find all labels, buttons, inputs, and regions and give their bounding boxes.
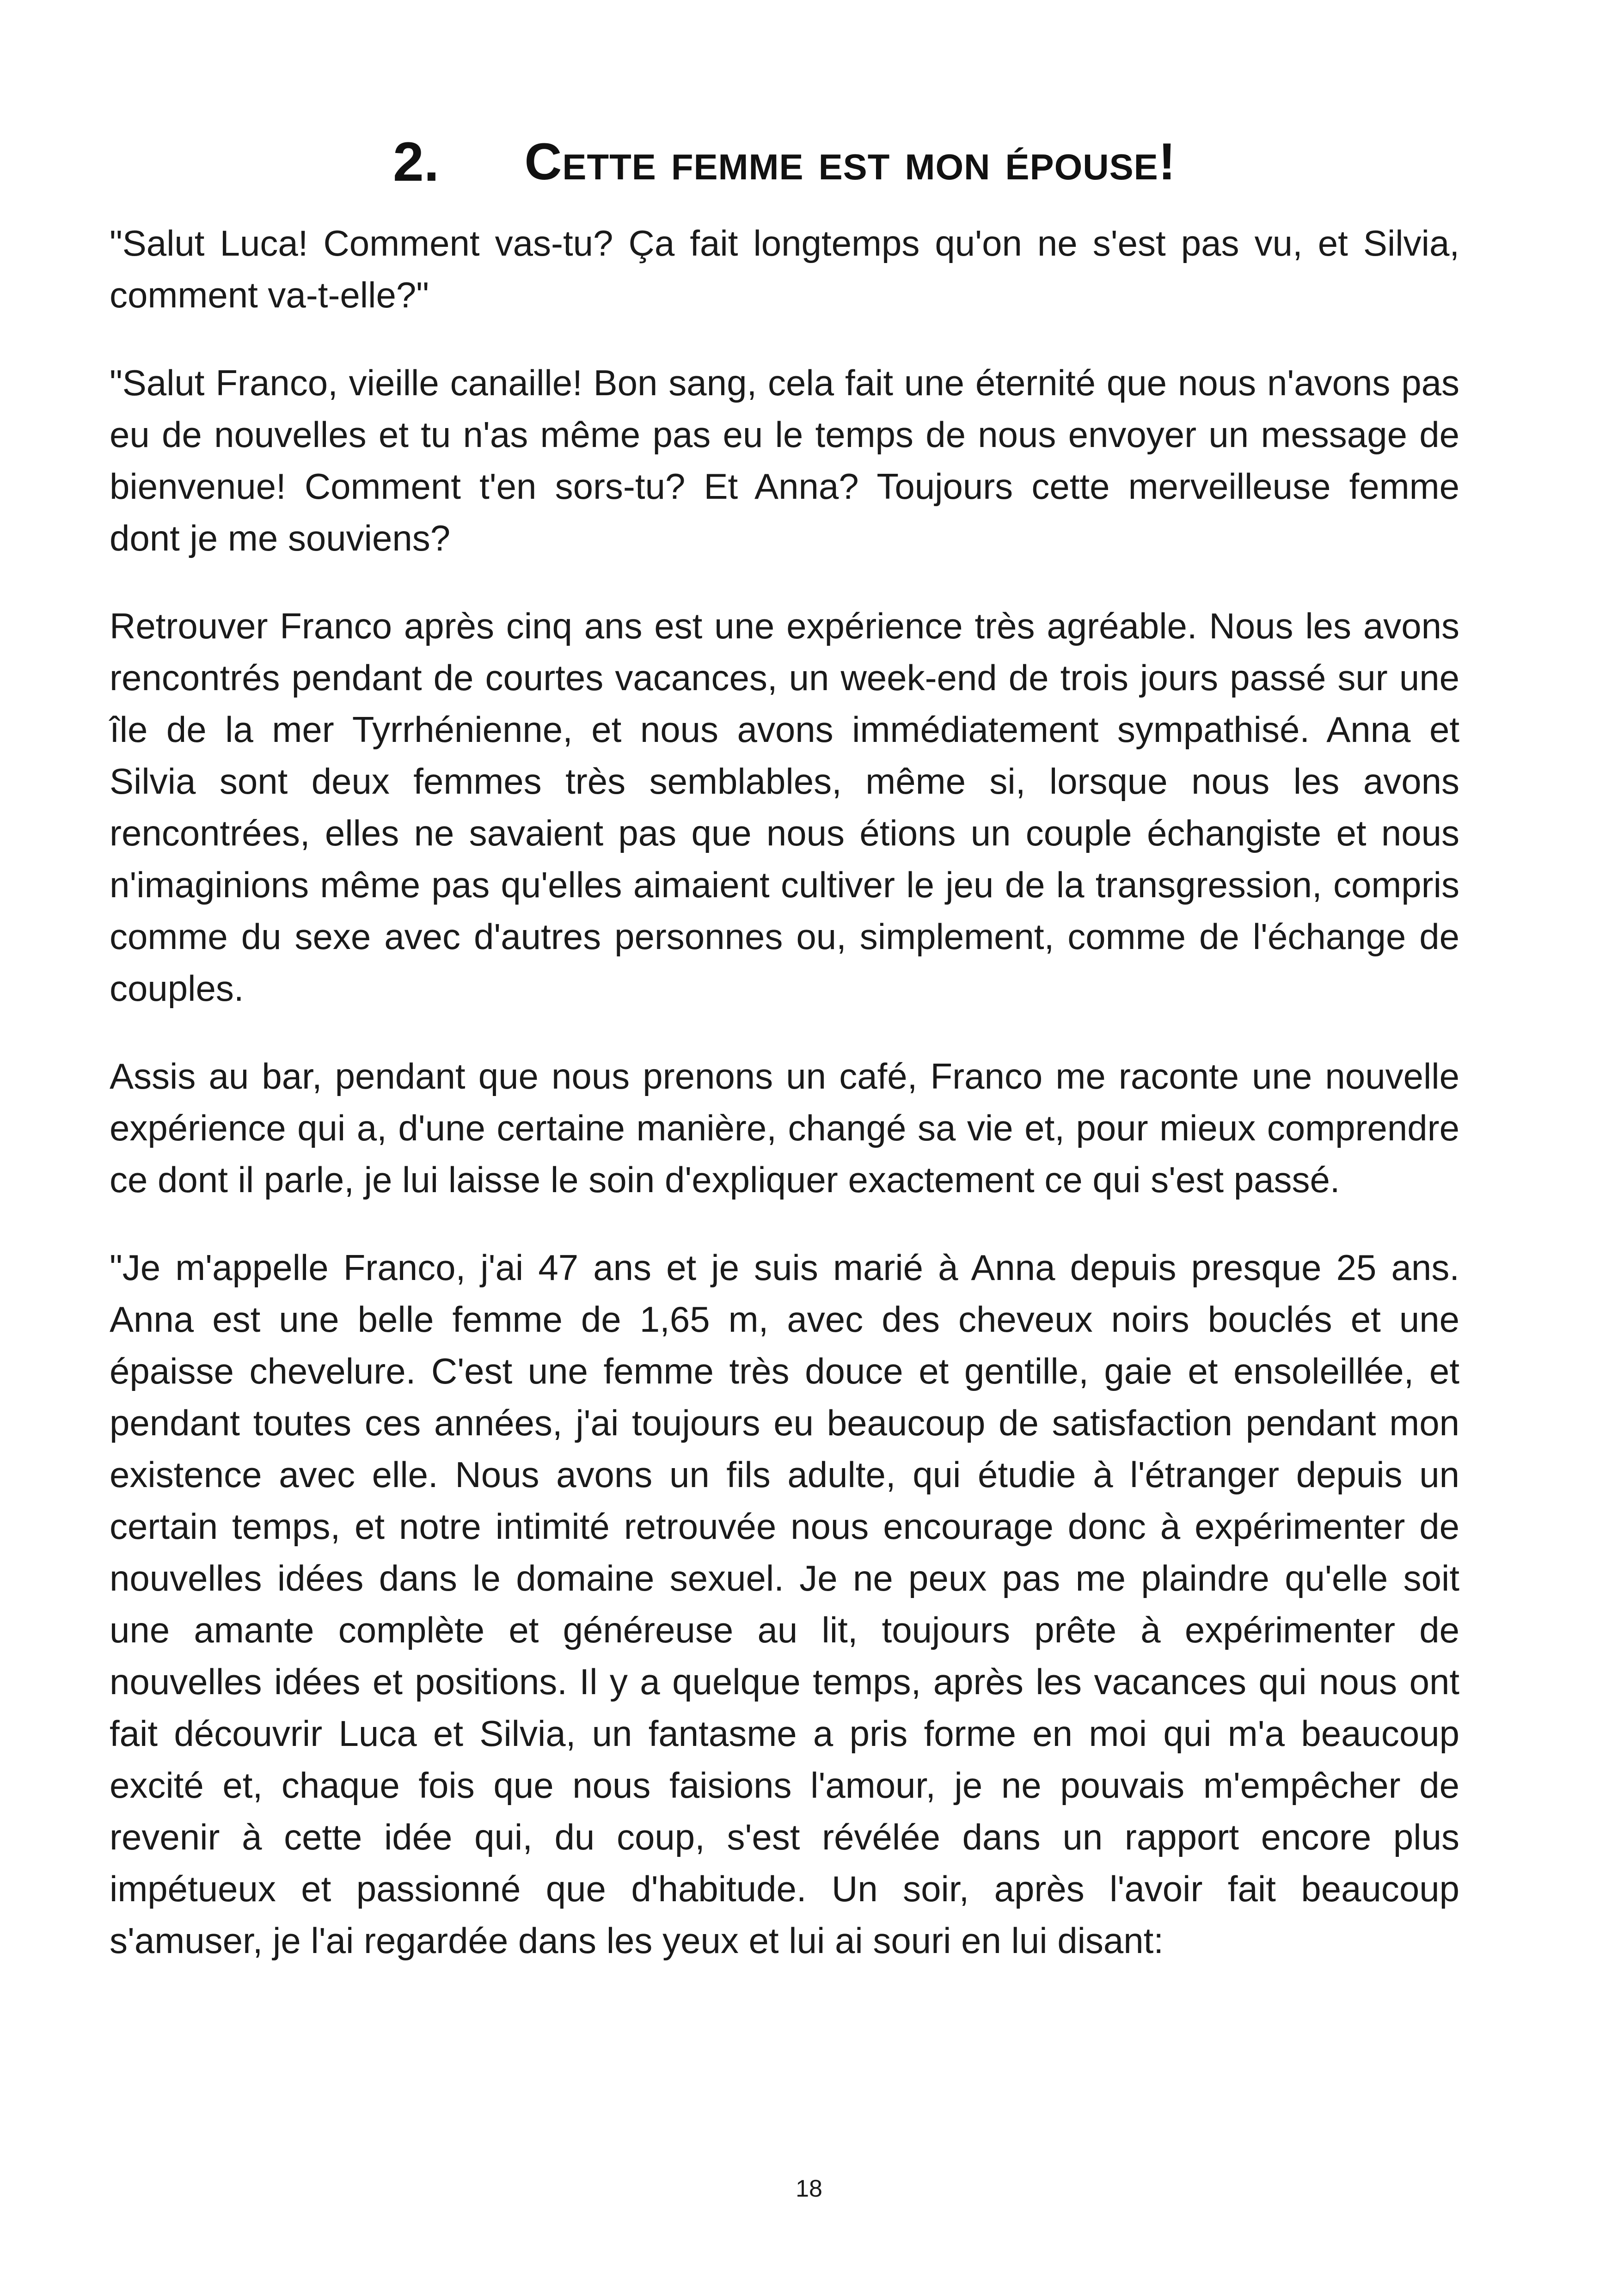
paragraph-2: "Salut Franco, vieille canaille! Bon sang, cela fait une éternité que nous n'avons pas eu de nouvelles et tu n'as même pas eu le temps de nous envoyer un message de bienvenue! Comment t'en sors-tu? Et Anna? Toujours cette merveilleuse femme dont je me souviens? [110,362,1459,558]
paragraph-5: "Je m'appelle Franco, j'ai 47 ans et je suis marié à Anna depuis presque 25 ans. Anna est une belle femme de 1,65 m, avec des cheveux noirs bouclés et une épaisse chevelure. C'est une femme très douce et gentille, gaie et ensoleillée, et pendant toutes ces années, j'ai toujours eu beaucoup de satisfaction pendant mon existence avec elle. Nous avons un fils adulte, qui étudie à l'étranger depuis un certain temps, et notre intimité retrouvée nous encourage donc à expérimenter de nouvelles idées dans le domaine sexuel. Je ne peux pas me plaindre qu'elle soit une amante complète et généreuse au lit, toujours prête à expérimenter de nouvelles idées et positions. Il y a quelque temps, après les vacances qui nous ont fait découvrir Luca et Silvia, un fantasme a pris forme en moi qui m'a beaucoup excité et, chaque fois que nous faisions l'amour, je ne pouvais m'empêcher de revenir à cette idée qui, du coup, s'est révélée dans un rapport encore plus impétueux et passionné que d'habitude. Un soir, après l'avoir fait beaucoup s'amuser, je l'ai regardée dans les yeux et lui ai souri en lui disant: [110,1247,1459,1961]
chapter-heading [110,116,1459,208]
paragraph-1: "Salut Luca! Comment vas-tu? Ça fait longtemps qu'on ne s'est pas vu, et Silvia, comment va-t-elle?" [110,223,1459,315]
page-number: 18 [796,2175,822,2202]
paragraph-4: Assis au bar, pendant que nous prenons un café, Franco me raconte une nouvelle expérience qui a, d'une certaine manière, changé sa vie et, pour mieux comprendre ce dont il parle, je lui laisse le soin d'expliquer exactement ce qui s'est passé. [110,1056,1459,1200]
paragraph-3: Retrouver Franco après cinq ans est une expérience très agréable. Nous les avons rencontrés pendant de courtes vacances, un week-end de trois jours passé sur une île de la mer Tyrrhénienne, et nous avons immédiatement sympathisé. Anna et Silvia sont deux femmes très semblables, même si, lorsque nous les avons rencontrées, elles ne savaient pas que nous étions un couple échangiste et nous n'imaginions même pas qu'elles aimaient cultiver le jeu de la transgression, compris comme du sexe avec d'autres personnes ou, simplement, comme de l'échange de couples. [110,606,1459,1009]
chapter-body [110,217,1459,2002]
chapter-number: 2. [393,131,440,193]
chapter-title: Cette femme est mon épouse! [524,133,1176,190]
